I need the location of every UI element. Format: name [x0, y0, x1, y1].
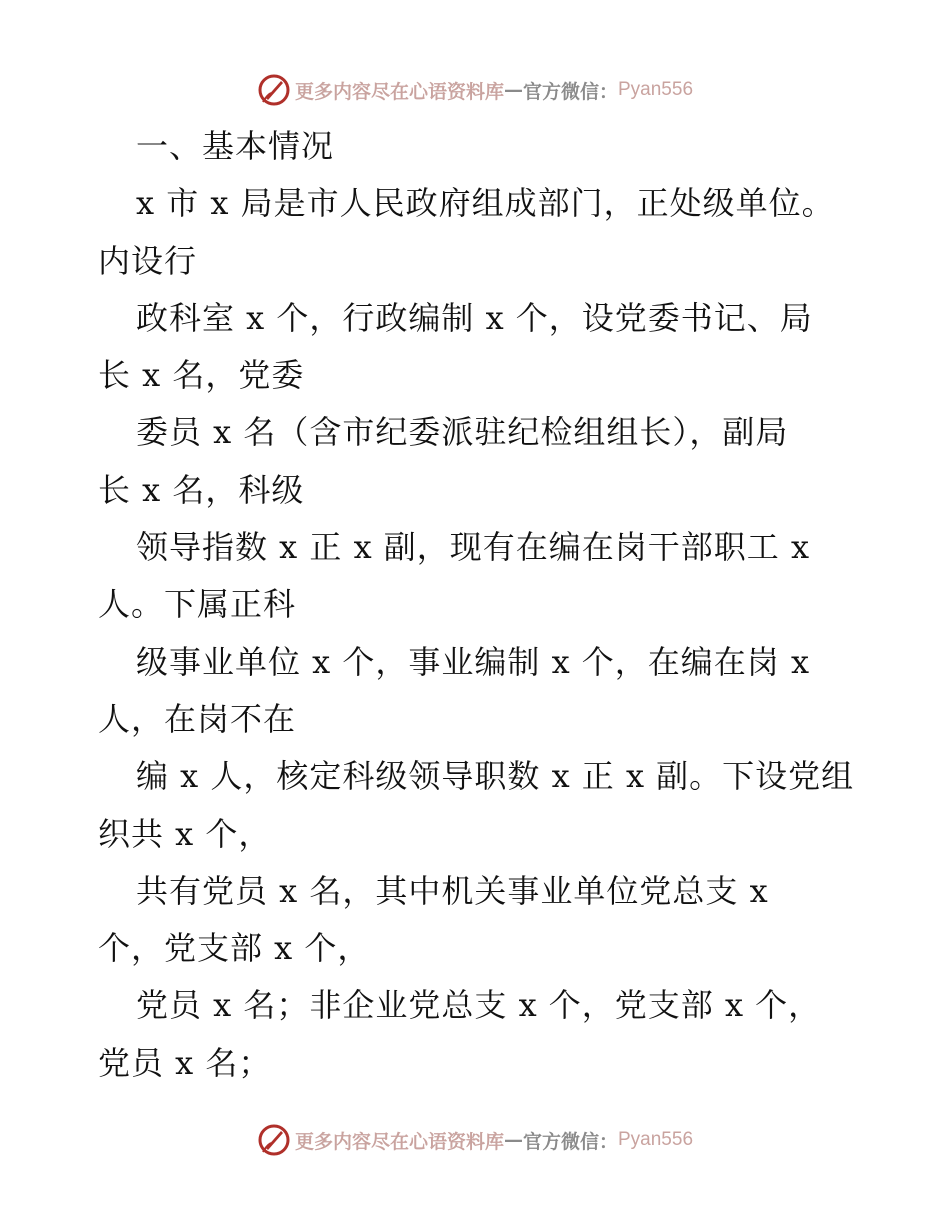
paragraph-line: 织共 x 个， — [98, 814, 272, 853]
paragraph-line: 政科室 x 个，行政编制 x 个，设党委书记、局 — [136, 298, 813, 337]
paragraph-line: 长 x 名，科级 — [98, 470, 305, 509]
paragraph-line: 长 x 名，党委 — [98, 356, 305, 395]
watermark-contact-label: 官方微信： — [522, 1130, 618, 1153]
section-heading: 一、基本情况 — [136, 127, 335, 165]
paragraph-line: 党员 x 名； — [98, 1043, 272, 1082]
watermark-brand-text: 更多内容尽在心语资料库 — [294, 80, 504, 103]
paragraph-line: 领导指数 x 正 x 副，现有在编在岗干部职工 x — [136, 528, 811, 567]
paragraph-line: 共有党员 x 名，其中机关事业单位党总支 x — [136, 871, 769, 910]
paragraph-line: 个，党支部 x 个， — [98, 929, 371, 968]
watermark-brand-text: 更多内容尽在心语资料库 — [294, 1130, 504, 1153]
paragraph-line: 人，在岗不在 — [98, 699, 297, 738]
paragraph-line: 级事业单位 x 个，事业编制 x 个，在编在岗 x — [136, 642, 811, 681]
quill-pen-logo-icon — [257, 1123, 291, 1157]
header-watermark — [0, 70, 950, 110]
watermark-contact-id: Pyan556 — [618, 79, 694, 100]
quill-pen-logo-icon — [257, 73, 291, 107]
paragraph-line: 委员 x 名（含市纪委派驻纪检组组长），副局 — [136, 413, 789, 452]
paragraph-line: 党员 x 名；非企业党总支 x 个，党支部 x 个， — [136, 986, 822, 1025]
paragraph-line: 人。下属正科 — [98, 585, 297, 624]
footer-watermark — [0, 1120, 950, 1160]
paragraph-line: 编 x 人，核定科级领导职数 x 正 x 副。下设党组 — [136, 757, 855, 796]
paragraph-line: x 市 x 局是市人民政府组成部门，正处级单位。 — [136, 184, 835, 223]
watermark-separator: — — [503, 1129, 523, 1151]
watermark-contact-id: Pyan556 — [618, 1129, 694, 1150]
paragraph-line: 内设行 — [98, 241, 198, 280]
watermark-contact-label: 官方微信： — [522, 80, 618, 103]
document-body — [98, 118, 858, 1092]
watermark-separator: — — [503, 79, 523, 101]
